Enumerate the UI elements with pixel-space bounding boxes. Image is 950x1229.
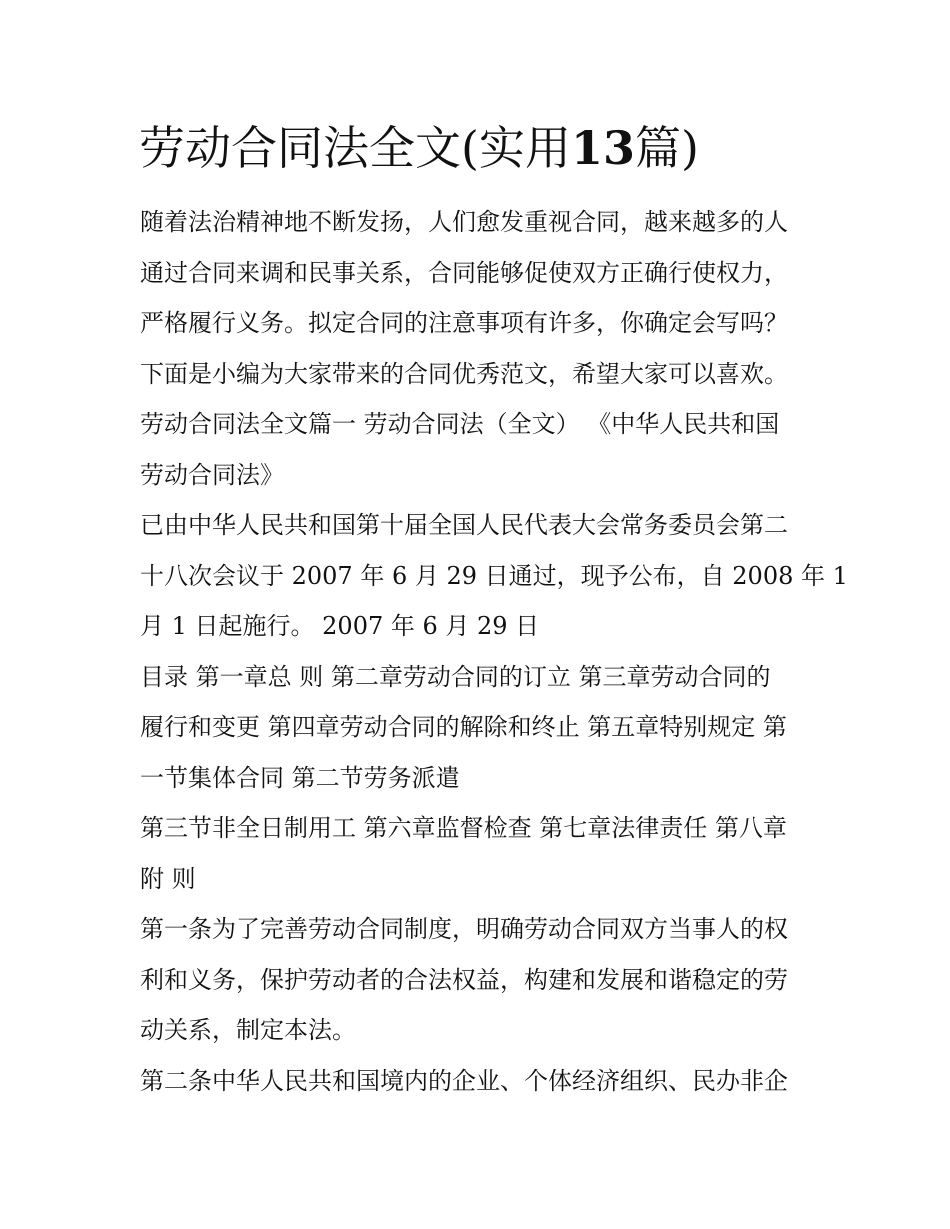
title-end: 篇): [634, 121, 699, 175]
paragraph-line: 十八次会议于 2007 年 6 月 29 日通过，现予公布，自 2008 年 1: [140, 561, 848, 590]
paragraph-line: 严格履行义务。拟定合同的注意事项有许多，你确定会写吗？: [140, 309, 788, 337]
title-number: 13: [570, 121, 635, 175]
paragraph-line: 第一条为了完善劳动合同制度，明确劳动合同双方当事人的权: [140, 915, 788, 943]
paragraph-line: 下面是小编为大家带来的合同优秀范文，希望大家可以喜欢。: [140, 359, 788, 388]
paragraph-line: 劳动合同法全文篇一 劳动合同法（全文） 《中华人民共和国: [140, 410, 780, 438]
paragraph: [140, 1056, 830, 1107]
paragraph-line: 月 1 日起施行。 2007 年 6 月 29 日: [140, 612, 540, 640]
title-main: 劳动合同法全文(实用: [139, 121, 571, 175]
paragraph-line: 已由中华人民共和国第十届全国人民代表大会常务委员会第二: [140, 511, 788, 539]
document-body: [140, 197, 848, 1106]
paragraph-line: 第三节非全日制用工 第六章监督检查 第七章法律责任 第八章: [140, 814, 787, 842]
paragraph: [140, 904, 830, 1056]
paragraph-line: 附 则: [140, 864, 196, 893]
paragraph-line: 通过合同来调和民事关系，合同能够促使双方正确行使权力，: [140, 258, 788, 287]
paragraph-line: 第二条中华人民共和国境内的企业、个体经济组织、民办非企: [140, 1066, 788, 1095]
paragraph: [140, 652, 830, 804]
paragraph-line: 一节集体合同 第二节劳务派遣: [140, 763, 460, 792]
paragraph: [140, 197, 830, 500]
paragraph-line: 劳动合同法》: [140, 460, 284, 489]
document-title: [139, 118, 699, 178]
paragraph: [140, 500, 848, 652]
paragraph-line: 随着法治精神地不断发扬，人们愈发重视合同，越来越多的人: [140, 208, 788, 236]
paragraph-line: 目录 第一章总 则 第二章劳动合同的订立 第三章劳动合同的: [140, 662, 771, 691]
paragraph-line: 履行和变更 第四章劳动合同的解除和终止 第五章特别规定 第: [140, 713, 787, 741]
paragraph-line: 利和义务，保护劳动者的合法权益，构建和发展和谐稳定的劳: [140, 965, 788, 994]
paragraph: [140, 803, 830, 904]
paragraph-line: 动关系，制定本法。: [140, 1016, 356, 1044]
